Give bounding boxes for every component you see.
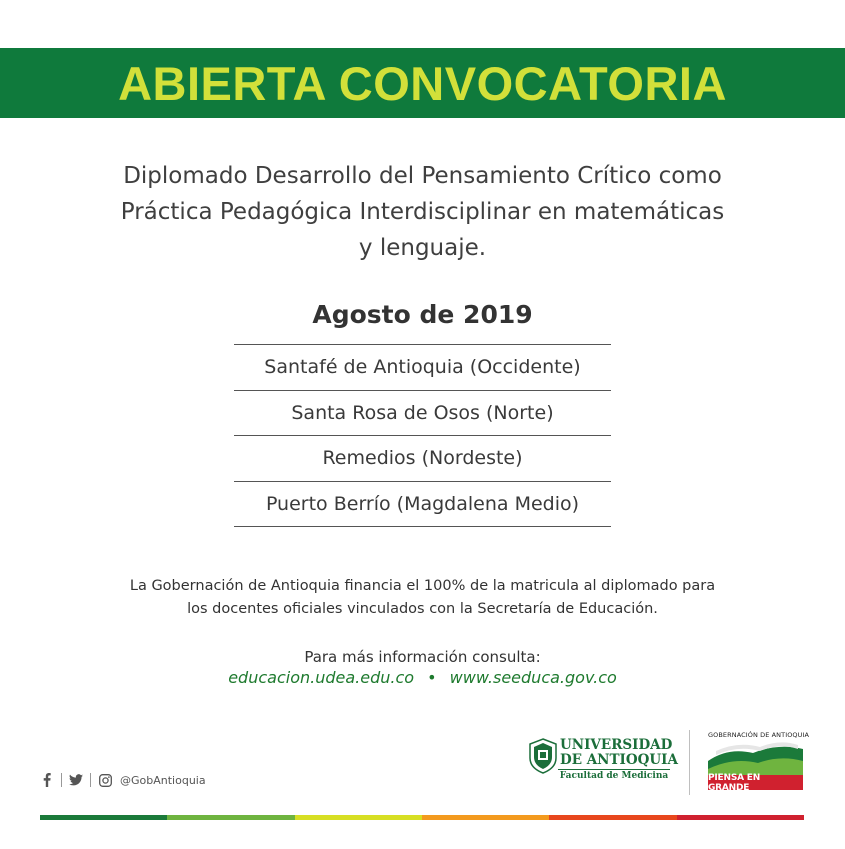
gobernacion-logo bbox=[708, 731, 810, 793]
program-title-line: y lenguaje. bbox=[358, 235, 487, 261]
mountain-flag-icon bbox=[708, 739, 803, 777]
social-divider bbox=[61, 773, 62, 787]
udea-rule bbox=[558, 769, 670, 770]
udea-faculty: Facultad de Medicina bbox=[559, 771, 669, 781]
stripe-segment bbox=[167, 815, 294, 820]
udea-seal-icon bbox=[528, 738, 558, 774]
location-item: Santafé de Antioquia (Occidente) bbox=[234, 345, 611, 391]
financing-note-line: La Gobernación de Antioquia financia el 100% de la matricula al diplomado para bbox=[129, 578, 716, 594]
stripe-segment bbox=[422, 815, 549, 820]
program-title-line: Diplomado Desarrollo del Pensamiento Crítico como bbox=[123, 163, 722, 189]
social-bar bbox=[40, 772, 206, 788]
twitter-icon[interactable] bbox=[69, 772, 83, 788]
program-title-line: Práctica Pedagógica Interdisciplinar en matemáticas bbox=[120, 199, 725, 225]
seeduca-link[interactable]: www.seeduca.gov.co bbox=[449, 668, 617, 687]
instagram-icon[interactable] bbox=[98, 772, 112, 788]
stripe-segment bbox=[295, 815, 422, 820]
udea-link[interactable]: educacion.udea.edu.co bbox=[228, 668, 415, 687]
color-stripe bbox=[40, 815, 804, 820]
udea-name bbox=[560, 738, 678, 768]
banner bbox=[0, 48, 845, 118]
stripe-segment bbox=[677, 815, 804, 820]
udea-name-line: DE ANTIOQUIA bbox=[560, 752, 678, 768]
social-divider bbox=[90, 773, 91, 787]
stripe-segment bbox=[549, 815, 676, 820]
stripe-segment bbox=[40, 815, 167, 820]
facebook-icon[interactable] bbox=[40, 772, 54, 788]
location-item: Remedios (Nordeste) bbox=[234, 436, 611, 482]
financing-note bbox=[60, 575, 785, 621]
banner-title: ABIERTA CONVOCATORIA bbox=[118, 56, 727, 110]
slogan-badge: PIENSA EN GRANDE bbox=[708, 775, 803, 790]
date-heading: Agosto de 2019 bbox=[312, 300, 533, 329]
program-title bbox=[60, 158, 785, 266]
location-list bbox=[234, 344, 611, 527]
social-handle: @GobAntioquia bbox=[120, 773, 206, 787]
contact-label: Para más información consulta: bbox=[304, 648, 541, 666]
logo-divider bbox=[689, 730, 690, 795]
link-separator: • bbox=[427, 668, 437, 687]
udea-name-line: UNIVERSIDAD bbox=[560, 737, 673, 753]
udea-logo bbox=[528, 736, 678, 791]
location-item: Santa Rosa de Osos (Norte) bbox=[234, 391, 611, 437]
financing-note-line: los docentes oficiales vinculados con la Secretaría de Educación. bbox=[187, 601, 658, 617]
location-item: Puerto Berrío (Magdalena Medio) bbox=[234, 482, 611, 528]
gobernacion-label: GOBERNACIÓN DE ANTIOQUIA bbox=[708, 731, 810, 739]
contact-links bbox=[0, 668, 845, 687]
